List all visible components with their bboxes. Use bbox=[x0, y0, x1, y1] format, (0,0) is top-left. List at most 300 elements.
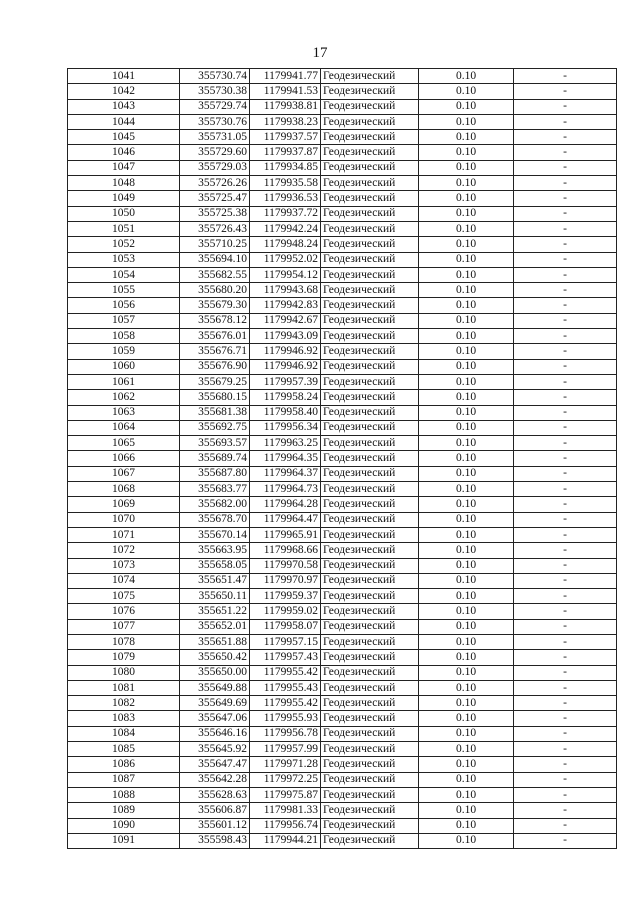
accuracy-cell: 0.10 bbox=[419, 696, 514, 711]
method-cell: Геодезический bbox=[321, 497, 419, 512]
note-cell: - bbox=[514, 359, 617, 374]
note-cell: - bbox=[514, 589, 617, 604]
accuracy-cell: 0.10 bbox=[419, 436, 514, 451]
point-number-cell: 1069 bbox=[68, 497, 180, 512]
y-coordinate-cell: 1179970.58 bbox=[250, 558, 321, 573]
note-cell: - bbox=[514, 543, 617, 558]
y-coordinate-cell: 1179957.39 bbox=[250, 374, 321, 389]
y-coordinate-cell: 1179937.87 bbox=[250, 145, 321, 160]
point-number-cell: 1043 bbox=[68, 99, 180, 114]
table-row bbox=[68, 558, 617, 573]
point-number-cell: 1071 bbox=[68, 527, 180, 542]
x-coordinate-cell: 355649.88 bbox=[180, 680, 250, 695]
note-cell: - bbox=[514, 497, 617, 512]
accuracy-cell: 0.10 bbox=[419, 573, 514, 588]
note-cell: - bbox=[514, 436, 617, 451]
x-coordinate-cell: 355670.14 bbox=[180, 527, 250, 542]
point-number-cell: 1046 bbox=[68, 145, 180, 160]
y-coordinate-cell: 1179954.12 bbox=[250, 267, 321, 282]
accuracy-cell: 0.10 bbox=[419, 619, 514, 634]
table-row bbox=[68, 420, 617, 435]
accuracy-cell: 0.10 bbox=[419, 313, 514, 328]
point-number-cell: 1087 bbox=[68, 772, 180, 787]
point-number-cell: 1061 bbox=[68, 374, 180, 389]
point-number-cell: 1073 bbox=[68, 558, 180, 573]
y-coordinate-cell: 1179948.24 bbox=[250, 237, 321, 252]
accuracy-cell: 0.10 bbox=[419, 114, 514, 129]
method-cell: Геодезический bbox=[321, 558, 419, 573]
y-coordinate-cell: 1179955.42 bbox=[250, 665, 321, 680]
y-coordinate-cell: 1179942.67 bbox=[250, 313, 321, 328]
y-coordinate-cell: 1179964.73 bbox=[250, 482, 321, 497]
method-cell: Геодезический bbox=[321, 543, 419, 558]
accuracy-cell: 0.10 bbox=[419, 237, 514, 252]
method-cell: Геодезический bbox=[321, 130, 419, 145]
method-cell: Геодезический bbox=[321, 680, 419, 695]
y-coordinate-cell: 1179957.15 bbox=[250, 634, 321, 649]
table-row bbox=[68, 451, 617, 466]
point-number-cell: 1077 bbox=[68, 619, 180, 634]
x-coordinate-cell: 355628.63 bbox=[180, 787, 250, 802]
point-number-cell: 1091 bbox=[68, 833, 180, 848]
point-number-cell: 1085 bbox=[68, 742, 180, 757]
note-cell: - bbox=[514, 527, 617, 542]
method-cell: Геодезический bbox=[321, 589, 419, 604]
note-cell: - bbox=[514, 374, 617, 389]
accuracy-cell: 0.10 bbox=[419, 527, 514, 542]
point-number-cell: 1053 bbox=[68, 252, 180, 267]
y-coordinate-cell: 1179941.77 bbox=[250, 69, 321, 84]
note-cell: - bbox=[514, 298, 617, 313]
method-cell: Геодезический bbox=[321, 176, 419, 191]
table-row bbox=[68, 436, 617, 451]
table-row bbox=[68, 84, 617, 99]
x-coordinate-cell: 355606.87 bbox=[180, 803, 250, 818]
table-row bbox=[68, 634, 617, 649]
table-row bbox=[68, 390, 617, 405]
table-row bbox=[68, 374, 617, 389]
note-cell: - bbox=[514, 604, 617, 619]
note-cell: - bbox=[514, 680, 617, 695]
y-coordinate-cell: 1179943.68 bbox=[250, 283, 321, 298]
x-coordinate-cell: 355678.70 bbox=[180, 512, 250, 527]
note-cell: - bbox=[514, 237, 617, 252]
method-cell: Геодезический bbox=[321, 99, 419, 114]
method-cell: Геодезический bbox=[321, 69, 419, 84]
note-cell: - bbox=[514, 634, 617, 649]
coordinates-table bbox=[67, 68, 617, 849]
note-cell: - bbox=[514, 726, 617, 741]
note-cell: - bbox=[514, 696, 617, 711]
method-cell: Геодезический bbox=[321, 374, 419, 389]
note-cell: - bbox=[514, 252, 617, 267]
point-number-cell: 1047 bbox=[68, 160, 180, 175]
accuracy-cell: 0.10 bbox=[419, 604, 514, 619]
table-row bbox=[68, 206, 617, 221]
point-number-cell: 1049 bbox=[68, 191, 180, 206]
accuracy-cell: 0.10 bbox=[419, 420, 514, 435]
x-coordinate-cell: 355693.57 bbox=[180, 436, 250, 451]
x-coordinate-cell: 355681.38 bbox=[180, 405, 250, 420]
table-row bbox=[68, 833, 617, 848]
method-cell: Геодезический bbox=[321, 252, 419, 267]
point-number-cell: 1076 bbox=[68, 604, 180, 619]
x-coordinate-cell: 355730.74 bbox=[180, 69, 250, 84]
x-coordinate-cell: 355679.25 bbox=[180, 374, 250, 389]
accuracy-cell: 0.10 bbox=[419, 466, 514, 481]
y-coordinate-cell: 1179955.42 bbox=[250, 696, 321, 711]
y-coordinate-cell: 1179955.43 bbox=[250, 680, 321, 695]
table-row bbox=[68, 497, 617, 512]
method-cell: Геодезический bbox=[321, 160, 419, 175]
point-number-cell: 1078 bbox=[68, 634, 180, 649]
x-coordinate-cell: 355710.25 bbox=[180, 237, 250, 252]
table-row bbox=[68, 787, 617, 802]
method-cell: Геодезический bbox=[321, 711, 419, 726]
method-cell: Геодезический bbox=[321, 772, 419, 787]
note-cell: - bbox=[514, 742, 617, 757]
note-cell: - bbox=[514, 833, 617, 848]
point-number-cell: 1048 bbox=[68, 176, 180, 191]
y-coordinate-cell: 1179957.43 bbox=[250, 650, 321, 665]
point-number-cell: 1051 bbox=[68, 221, 180, 236]
table-row bbox=[68, 818, 617, 833]
x-coordinate-cell: 355725.38 bbox=[180, 206, 250, 221]
table-row bbox=[68, 726, 617, 741]
table-row bbox=[68, 191, 617, 206]
note-cell: - bbox=[514, 772, 617, 787]
table-row bbox=[68, 543, 617, 558]
note-cell: - bbox=[514, 69, 617, 84]
x-coordinate-cell: 355649.69 bbox=[180, 696, 250, 711]
note-cell: - bbox=[514, 420, 617, 435]
y-coordinate-cell: 1179955.93 bbox=[250, 711, 321, 726]
point-number-cell: 1081 bbox=[68, 680, 180, 695]
x-coordinate-cell: 355663.95 bbox=[180, 543, 250, 558]
table-body bbox=[68, 69, 617, 849]
method-cell: Геодезический bbox=[321, 573, 419, 588]
accuracy-cell: 0.10 bbox=[419, 191, 514, 206]
method-cell: Геодезический bbox=[321, 787, 419, 802]
table-row bbox=[68, 619, 617, 634]
accuracy-cell: 0.10 bbox=[419, 726, 514, 741]
note-cell: - bbox=[514, 313, 617, 328]
x-coordinate-cell: 355687.80 bbox=[180, 466, 250, 481]
y-coordinate-cell: 1179942.24 bbox=[250, 221, 321, 236]
accuracy-cell: 0.10 bbox=[419, 84, 514, 99]
point-number-cell: 1059 bbox=[68, 344, 180, 359]
point-number-cell: 1057 bbox=[68, 313, 180, 328]
point-number-cell: 1045 bbox=[68, 130, 180, 145]
point-number-cell: 1067 bbox=[68, 466, 180, 481]
method-cell: Геодезический bbox=[321, 298, 419, 313]
method-cell: Геодезический bbox=[321, 420, 419, 435]
y-coordinate-cell: 1179958.40 bbox=[250, 405, 321, 420]
table-row bbox=[68, 573, 617, 588]
note-cell: - bbox=[514, 329, 617, 344]
y-coordinate-cell: 1179942.83 bbox=[250, 298, 321, 313]
y-coordinate-cell: 1179956.34 bbox=[250, 420, 321, 435]
accuracy-cell: 0.10 bbox=[419, 283, 514, 298]
x-coordinate-cell: 355682.55 bbox=[180, 267, 250, 282]
table-row bbox=[68, 803, 617, 818]
accuracy-cell: 0.10 bbox=[419, 650, 514, 665]
y-coordinate-cell: 1179956.74 bbox=[250, 818, 321, 833]
note-cell: - bbox=[514, 619, 617, 634]
note-cell: - bbox=[514, 283, 617, 298]
note-cell: - bbox=[514, 466, 617, 481]
accuracy-cell: 0.10 bbox=[419, 543, 514, 558]
y-coordinate-cell: 1179936.53 bbox=[250, 191, 321, 206]
y-coordinate-cell: 1179964.28 bbox=[250, 497, 321, 512]
y-coordinate-cell: 1179972.25 bbox=[250, 772, 321, 787]
point-number-cell: 1070 bbox=[68, 512, 180, 527]
accuracy-cell: 0.10 bbox=[419, 757, 514, 772]
accuracy-cell: 0.10 bbox=[419, 390, 514, 405]
accuracy-cell: 0.10 bbox=[419, 145, 514, 160]
point-number-cell: 1068 bbox=[68, 482, 180, 497]
y-coordinate-cell: 1179941.53 bbox=[250, 84, 321, 99]
x-coordinate-cell: 355647.06 bbox=[180, 711, 250, 726]
x-coordinate-cell: 355694.10 bbox=[180, 252, 250, 267]
accuracy-cell: 0.10 bbox=[419, 711, 514, 726]
y-coordinate-cell: 1179943.09 bbox=[250, 329, 321, 344]
accuracy-cell: 0.10 bbox=[419, 558, 514, 573]
y-coordinate-cell: 1179957.99 bbox=[250, 742, 321, 757]
note-cell: - bbox=[514, 573, 617, 588]
accuracy-cell: 0.10 bbox=[419, 160, 514, 175]
method-cell: Геодезический bbox=[321, 283, 419, 298]
point-number-cell: 1041 bbox=[68, 69, 180, 84]
x-coordinate-cell: 355650.11 bbox=[180, 589, 250, 604]
note-cell: - bbox=[514, 482, 617, 497]
method-cell: Геодезический bbox=[321, 390, 419, 405]
y-coordinate-cell: 1179963.25 bbox=[250, 436, 321, 451]
point-number-cell: 1044 bbox=[68, 114, 180, 129]
note-cell: - bbox=[514, 405, 617, 420]
x-coordinate-cell: 355680.20 bbox=[180, 283, 250, 298]
note-cell: - bbox=[514, 711, 617, 726]
table-row bbox=[68, 482, 617, 497]
table-row bbox=[68, 696, 617, 711]
accuracy-cell: 0.10 bbox=[419, 176, 514, 191]
x-coordinate-cell: 355683.77 bbox=[180, 482, 250, 497]
table-row bbox=[68, 114, 617, 129]
y-coordinate-cell: 1179946.92 bbox=[250, 344, 321, 359]
x-coordinate-cell: 355730.76 bbox=[180, 114, 250, 129]
accuracy-cell: 0.10 bbox=[419, 772, 514, 787]
table-row bbox=[68, 99, 617, 114]
table-row bbox=[68, 298, 617, 313]
point-number-cell: 1055 bbox=[68, 283, 180, 298]
y-coordinate-cell: 1179935.58 bbox=[250, 176, 321, 191]
note-cell: - bbox=[514, 451, 617, 466]
method-cell: Геодезический bbox=[321, 344, 419, 359]
method-cell: Геодезический bbox=[321, 436, 419, 451]
x-coordinate-cell: 355598.43 bbox=[180, 833, 250, 848]
x-coordinate-cell: 355651.22 bbox=[180, 604, 250, 619]
table-row bbox=[68, 772, 617, 787]
point-number-cell: 1089 bbox=[68, 803, 180, 818]
y-coordinate-cell: 1179959.37 bbox=[250, 589, 321, 604]
note-cell: - bbox=[514, 221, 617, 236]
table-row bbox=[68, 252, 617, 267]
y-coordinate-cell: 1179981.33 bbox=[250, 803, 321, 818]
method-cell: Геодезический bbox=[321, 145, 419, 160]
note-cell: - bbox=[514, 344, 617, 359]
accuracy-cell: 0.10 bbox=[419, 803, 514, 818]
point-number-cell: 1050 bbox=[68, 206, 180, 221]
y-coordinate-cell: 1179964.47 bbox=[250, 512, 321, 527]
y-coordinate-cell: 1179937.57 bbox=[250, 130, 321, 145]
table-row bbox=[68, 344, 617, 359]
method-cell: Геодезический bbox=[321, 634, 419, 649]
method-cell: Геодезический bbox=[321, 726, 419, 741]
method-cell: Геодезический bbox=[321, 84, 419, 99]
x-coordinate-cell: 355680.15 bbox=[180, 390, 250, 405]
table-row bbox=[68, 359, 617, 374]
y-coordinate-cell: 1179959.02 bbox=[250, 604, 321, 619]
point-number-cell: 1060 bbox=[68, 359, 180, 374]
point-number-cell: 1072 bbox=[68, 543, 180, 558]
y-coordinate-cell: 1179975.87 bbox=[250, 787, 321, 802]
accuracy-cell: 0.10 bbox=[419, 267, 514, 282]
accuracy-cell: 0.10 bbox=[419, 206, 514, 221]
note-cell: - bbox=[514, 787, 617, 802]
note-cell: - bbox=[514, 176, 617, 191]
accuracy-cell: 0.10 bbox=[419, 818, 514, 833]
y-coordinate-cell: 1179958.07 bbox=[250, 619, 321, 634]
method-cell: Геодезический bbox=[321, 818, 419, 833]
method-cell: Геодезический bbox=[321, 665, 419, 680]
method-cell: Геодезический bbox=[321, 833, 419, 848]
point-number-cell: 1086 bbox=[68, 757, 180, 772]
note-cell: - bbox=[514, 191, 617, 206]
x-coordinate-cell: 355651.88 bbox=[180, 634, 250, 649]
x-coordinate-cell: 355652.01 bbox=[180, 619, 250, 634]
x-coordinate-cell: 355651.47 bbox=[180, 573, 250, 588]
accuracy-cell: 0.10 bbox=[419, 359, 514, 374]
table-row bbox=[68, 742, 617, 757]
x-coordinate-cell: 355692.75 bbox=[180, 420, 250, 435]
point-number-cell: 1054 bbox=[68, 267, 180, 282]
note-cell: - bbox=[514, 145, 617, 160]
point-number-cell: 1079 bbox=[68, 650, 180, 665]
table-row bbox=[68, 69, 617, 84]
table-row bbox=[68, 466, 617, 481]
x-coordinate-cell: 355676.71 bbox=[180, 344, 250, 359]
x-coordinate-cell: 355647.47 bbox=[180, 757, 250, 772]
point-number-cell: 1083 bbox=[68, 711, 180, 726]
y-coordinate-cell: 1179968.66 bbox=[250, 543, 321, 558]
method-cell: Геодезический bbox=[321, 206, 419, 221]
note-cell: - bbox=[514, 818, 617, 833]
accuracy-cell: 0.10 bbox=[419, 405, 514, 420]
note-cell: - bbox=[514, 130, 617, 145]
method-cell: Геодезический bbox=[321, 742, 419, 757]
y-coordinate-cell: 1179938.81 bbox=[250, 99, 321, 114]
note-cell: - bbox=[514, 512, 617, 527]
x-coordinate-cell: 355729.60 bbox=[180, 145, 250, 160]
table-row bbox=[68, 237, 617, 252]
table-row bbox=[68, 680, 617, 695]
accuracy-cell: 0.10 bbox=[419, 742, 514, 757]
table-row bbox=[68, 176, 617, 191]
method-cell: Геодезический bbox=[321, 650, 419, 665]
point-number-cell: 1065 bbox=[68, 436, 180, 451]
point-number-cell: 1088 bbox=[68, 787, 180, 802]
point-number-cell: 1075 bbox=[68, 589, 180, 604]
point-number-cell: 1063 bbox=[68, 405, 180, 420]
method-cell: Геодезический bbox=[321, 191, 419, 206]
accuracy-cell: 0.10 bbox=[419, 252, 514, 267]
y-coordinate-cell: 1179937.72 bbox=[250, 206, 321, 221]
y-coordinate-cell: 1179958.24 bbox=[250, 390, 321, 405]
table-row bbox=[68, 757, 617, 772]
accuracy-cell: 0.10 bbox=[419, 374, 514, 389]
method-cell: Геодезический bbox=[321, 237, 419, 252]
x-coordinate-cell: 355601.12 bbox=[180, 818, 250, 833]
x-coordinate-cell: 355676.90 bbox=[180, 359, 250, 374]
method-cell: Геодезический bbox=[321, 757, 419, 772]
point-number-cell: 1090 bbox=[68, 818, 180, 833]
accuracy-cell: 0.10 bbox=[419, 69, 514, 84]
note-cell: - bbox=[514, 650, 617, 665]
point-number-cell: 1062 bbox=[68, 390, 180, 405]
accuracy-cell: 0.10 bbox=[419, 634, 514, 649]
x-coordinate-cell: 355689.74 bbox=[180, 451, 250, 466]
point-number-cell: 1080 bbox=[68, 665, 180, 680]
note-cell: - bbox=[514, 114, 617, 129]
note-cell: - bbox=[514, 390, 617, 405]
y-coordinate-cell: 1179944.21 bbox=[250, 833, 321, 848]
accuracy-cell: 0.10 bbox=[419, 451, 514, 466]
accuracy-cell: 0.10 bbox=[419, 130, 514, 145]
x-coordinate-cell: 355679.30 bbox=[180, 298, 250, 313]
accuracy-cell: 0.10 bbox=[419, 589, 514, 604]
x-coordinate-cell: 355646.16 bbox=[180, 726, 250, 741]
table-row bbox=[68, 589, 617, 604]
page-number: 17 bbox=[312, 45, 328, 61]
y-coordinate-cell: 1179934.85 bbox=[250, 160, 321, 175]
x-coordinate-cell: 355642.28 bbox=[180, 772, 250, 787]
x-coordinate-cell: 355726.43 bbox=[180, 221, 250, 236]
table-row bbox=[68, 650, 617, 665]
method-cell: Геодезический bbox=[321, 267, 419, 282]
accuracy-cell: 0.10 bbox=[419, 680, 514, 695]
accuracy-cell: 0.10 bbox=[419, 497, 514, 512]
method-cell: Геодезический bbox=[321, 329, 419, 344]
accuracy-cell: 0.10 bbox=[419, 833, 514, 848]
accuracy-cell: 0.10 bbox=[419, 482, 514, 497]
table-row bbox=[68, 711, 617, 726]
table-row bbox=[68, 313, 617, 328]
table-row bbox=[68, 405, 617, 420]
accuracy-cell: 0.10 bbox=[419, 298, 514, 313]
point-number-cell: 1052 bbox=[68, 237, 180, 252]
point-number-cell: 1084 bbox=[68, 726, 180, 741]
accuracy-cell: 0.10 bbox=[419, 787, 514, 802]
note-cell: - bbox=[514, 803, 617, 818]
table-row bbox=[68, 512, 617, 527]
table-row bbox=[68, 145, 617, 160]
method-cell: Геодезический bbox=[321, 619, 419, 634]
accuracy-cell: 0.10 bbox=[419, 665, 514, 680]
method-cell: Геодезический bbox=[321, 512, 419, 527]
table-row bbox=[68, 221, 617, 236]
accuracy-cell: 0.10 bbox=[419, 344, 514, 359]
method-cell: Геодезический bbox=[321, 527, 419, 542]
